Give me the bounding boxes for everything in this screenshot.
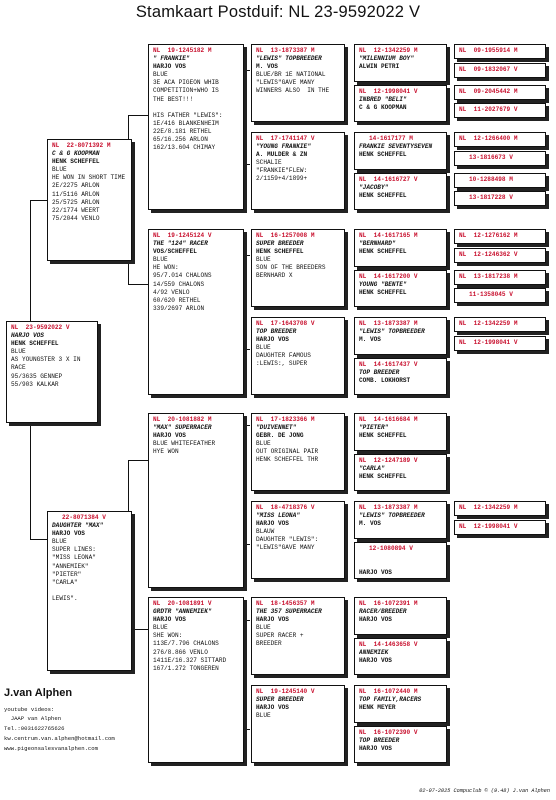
card-line: 65/16.256 ARLON (153, 136, 208, 144)
card-line: HENK MEYER (359, 704, 396, 712)
ring-number: NL 12-1998041 V (459, 339, 518, 346)
card-line: HARJO VOS (256, 520, 289, 528)
ring-number: NL 20-1081891 V (153, 600, 212, 607)
card-line: "MILENNIUM BOY" (359, 55, 414, 63)
card-line: HENK SCHEFFEL (359, 192, 407, 200)
card-line: HENK SCHEFFEL (256, 248, 304, 256)
card-line: DAUGHTER FAMOUS (256, 352, 311, 360)
pigeon-card-gen5-7[interactable] (354, 317, 447, 355)
card-line: BLUE (256, 440, 271, 448)
ring-number: NL 14-1616684 M (359, 416, 418, 423)
pigeon-card-mfm[interactable] (251, 501, 345, 579)
card-line: RACE (11, 364, 26, 372)
card-line: HE WON IN SHORT TIME (52, 174, 126, 182)
ring-number: NL 19-1245124 V (153, 232, 212, 239)
pigeon-card-gen6-6[interactable] (454, 151, 546, 166)
ring-number: 13-1816673 V (469, 154, 513, 161)
card-line: HYE WON (153, 448, 179, 456)
card-line: VOS/SCHEFFEL (153, 248, 197, 256)
ring-number: NL 14-1616727 V (359, 176, 418, 183)
card-line: TOP BREEDER (359, 369, 400, 377)
card-line: HARJO VOS (359, 569, 392, 577)
card-line: C & G KOOPMAN (359, 104, 407, 112)
card-line: 11/5116 ARLON (52, 190, 100, 198)
card-line: 162/13.604 CHIMAY (153, 144, 216, 152)
card-line (52, 587, 128, 595)
pigeon-card-gen5-9[interactable] (354, 413, 447, 451)
print-stamp: 02-07-2025 Compuclub © (9.48) J.van Alphen (419, 788, 550, 794)
pigeon-card-mm[interactable] (148, 597, 244, 763)
pigeon-card-ff[interactable] (148, 44, 244, 210)
card-line: :LEWIS:, SUPER (256, 360, 308, 368)
card-line: 75/2044 VENLO (52, 214, 100, 222)
pigeon-card-gen5-5[interactable] (354, 229, 447, 267)
card-line: TOP BREEDER (359, 737, 400, 745)
ring-number: NL 12-1998041 V (359, 88, 418, 95)
card-line: BLUE (256, 256, 271, 264)
card-line: THE 357 SUPERRACER (256, 608, 322, 616)
pigeon-card-mmf[interactable] (251, 597, 345, 675)
ring-number: NL 16-1072391 M (359, 600, 418, 607)
card-line: 339/2697 ARLON (153, 304, 205, 312)
card-line: BLAUW (256, 528, 275, 536)
ring-number: 11-1358045 V (469, 291, 513, 298)
ring-number: NL 09-1832067 V (459, 66, 518, 73)
pigeon-card-gen5-3[interactable] (354, 132, 447, 170)
pigeon-card-father[interactable] (47, 139, 132, 261)
footer-phone: Tel.:0031622765626 (4, 725, 65, 732)
card-line: DAUGHTER "MAX" (52, 522, 104, 530)
card-line: 2E/2275 ARLON (52, 182, 100, 190)
pigeon-card-gen6-3[interactable] (454, 85, 546, 100)
card-line: WINNERS ALSO IN THE (256, 87, 330, 95)
card-line: INBRED "BELI" (359, 96, 407, 104)
card-line: 22/1774 WEERT (52, 206, 100, 214)
ring-number: NL 09-2045442 M (459, 88, 518, 95)
card-line: BLUE (256, 712, 271, 720)
card-line: BLUE (153, 256, 168, 264)
ring-number: NL 12-1266400 M (459, 135, 518, 142)
pigeon-card-gen5-15[interactable] (354, 685, 447, 723)
card-line: BLUE/BR 1E NATIONAL (256, 71, 326, 79)
card-line: "MISS LEONA" (256, 512, 300, 520)
card-line: HE WON: (153, 264, 179, 272)
pigeon-card-mff[interactable] (251, 413, 345, 491)
card-line: THE BEST!!! (153, 95, 194, 103)
ring-number: NL 14-1617200 V (359, 273, 418, 280)
pigeon-card-gen5-16[interactable] (354, 726, 447, 763)
footer-website[interactable]: www.pigeonsalesvanalphen.com (4, 745, 98, 752)
ring-number: NL 16-1257008 M (256, 232, 315, 239)
card-line: BLUE (256, 624, 271, 632)
ring-number: 22-8071384 V (62, 514, 106, 521)
card-line: 3E ACA PIGEON WHIB (153, 79, 219, 87)
pigeon-card-gen6-8[interactable] (454, 191, 546, 206)
ring-number: NL 16-1072440 M (359, 688, 418, 695)
card-line: HENK SCHEFFEL (359, 289, 407, 297)
card-line: RACER/BREEDER (359, 608, 407, 616)
card-line: SUPER RACER + (256, 632, 304, 640)
card-line: AS YOUNGSTER 3 X IN (11, 356, 81, 364)
pigeon-card-fmf[interactable] (251, 229, 345, 307)
ring-number: NL 14-1617165 M (359, 232, 418, 239)
card-line: C & G KOOPMAN (52, 150, 100, 158)
card-line: BLUE (153, 71, 168, 79)
pigeon-card-gen5-8[interactable] (354, 358, 447, 395)
ring-number: NL 12-1998041 V (459, 523, 518, 530)
owner-name: J.van Alphen (4, 687, 73, 699)
card-line: BLUE (256, 344, 271, 352)
ring-number: NL 22-8071392 M (52, 142, 111, 149)
card-line: M. VOS (359, 336, 381, 344)
card-line: 95/3635 GENNEP (11, 372, 63, 380)
ring-number: NL 14-1463658 V (359, 641, 418, 648)
card-line (153, 104, 240, 112)
card-line: 276/8.866 VENLO (153, 648, 208, 656)
card-line: "LEWIS"GAVE MANY (256, 79, 315, 87)
card-line: HARJO VOS (52, 530, 85, 538)
pigeon-card-gen6-2[interactable] (454, 63, 546, 78)
card-line: "CARLA" (359, 465, 385, 473)
ring-number: 14-1617177 M (369, 135, 413, 142)
card-line: HARJO VOS (359, 657, 392, 665)
card-line: SUPER BREEDER (256, 240, 304, 248)
pigeon-card-mf[interactable] (148, 413, 244, 588)
card-line: LEWIS". (52, 594, 78, 602)
card-line: 25/5725 ARLON (52, 198, 100, 206)
footer-line: JAAP van Alphen (4, 715, 62, 722)
pigeon-card-mmm[interactable] (251, 685, 345, 763)
ring-number: NL 13-1873387 M (359, 504, 418, 511)
card-line: 4/92 VENLO (153, 288, 190, 296)
card-line: "LEWIS" TOPBREEDER (359, 328, 425, 336)
ring-number: NL 09-1955914 M (459, 47, 518, 54)
pigeon-card-gen6-13[interactable] (454, 317, 546, 332)
card-line: THE "124" RACER (153, 240, 208, 248)
card-line: FRANKIE SEVENTYSEVEN (359, 143, 433, 151)
card-line: "LEWIS" TOPBREEDER (256, 55, 322, 63)
pigeon-card-gen6-9[interactable] (454, 229, 546, 244)
card-line: TOP FAMILY,RACERS (359, 696, 422, 704)
card-line (359, 553, 443, 561)
card-line: BERNHARD X (256, 272, 293, 280)
card-line: HARJO VOS (256, 336, 289, 344)
card-line: HARJO VOS (153, 432, 186, 440)
pigeon-card-gen6-11[interactable] (454, 270, 546, 285)
ring-number: NL 13-1817238 M (459, 273, 518, 280)
card-line: COMB. LOKHORST (359, 377, 411, 385)
card-line: ALWIN PETRI (359, 63, 400, 71)
pigeon-card-gen6-7[interactable] (454, 173, 546, 188)
card-line: "YOUNG FRANKIE" (256, 143, 311, 151)
card-line: TOP BREEDER (256, 328, 297, 336)
card-line: GEBR. DE JONG (256, 432, 304, 440)
ring-number: NL 23-9592022 V (11, 324, 70, 331)
card-line: HENK SCHEFFEL (359, 432, 407, 440)
pigeon-card-gen6-10[interactable] (454, 248, 546, 263)
card-line: HARJO VOS (256, 616, 289, 624)
card-line: "PIETER" (52, 570, 82, 578)
card-line: DAUGHTER "LEWIS": (256, 536, 319, 544)
card-line: HARJO VOS (11, 332, 44, 340)
card-line: HARJO VOS (153, 616, 186, 624)
card-line (359, 561, 443, 569)
card-line: "FRANKIE"FLEW: (256, 167, 308, 175)
pigeon-card-gen6-15[interactable] (454, 501, 546, 516)
pigeon-card-ffm[interactable] (251, 132, 345, 210)
card-line: SHE WON: (153, 632, 183, 640)
card-line: 14/559 CHALONS (153, 280, 205, 288)
ring-number: NL 12-1247189 V (359, 457, 418, 464)
card-line: "MAX" SUPERRACER (153, 424, 212, 432)
card-line: "JACOBY" (359, 184, 389, 192)
ring-number: NL 12-1342259 M (459, 320, 518, 327)
footer-line: youtube videos: (4, 706, 55, 713)
card-line: 1E/416 BLANKENHEIM (153, 119, 219, 127)
card-line: 167/1.272 TONGEREN (153, 664, 219, 672)
ring-number: NL 13-1873387 M (359, 320, 418, 327)
ring-number: NL 16-1072390 V (359, 729, 418, 736)
pigeon-card-gen6-14[interactable] (454, 336, 546, 351)
card-line: A. MULDER & ZN (256, 151, 308, 159)
card-line: BLUE (52, 166, 67, 174)
card-line: "PIETER" (359, 424, 389, 432)
pigeon-card-gen6-12[interactable] (454, 288, 546, 303)
ring-number: NL 18-1456357 M (256, 600, 315, 607)
card-line: YOUNG "BENTE" (359, 281, 407, 289)
card-line: HENK SCHEFFEL (359, 473, 407, 481)
card-line: "MISS LEONA" (52, 554, 96, 562)
ring-number: NL 12-1276162 M (459, 232, 518, 239)
pigeon-card-gen5-10[interactable] (354, 454, 447, 491)
card-line: SCHALIE (256, 159, 282, 167)
card-line: OUT ORIGINAL PAIR (256, 448, 319, 456)
pigeon-card-fmm[interactable] (251, 317, 345, 395)
ring-number: NL 12-1342259 M (459, 504, 518, 511)
card-line: 95/7.014 CHALONS (153, 272, 212, 280)
card-line: HIS FATHER "LEWIS": (153, 111, 223, 119)
pigeon-card-gen5-2[interactable] (354, 85, 447, 122)
card-line: ANNEMIEK (359, 649, 389, 657)
pigeon-card-gen6-5[interactable] (454, 132, 546, 147)
ring-number: NL 17-1643708 V (256, 320, 315, 327)
card-line: M. VOS (359, 520, 381, 528)
pigeon-card-mother[interactable] (47, 511, 132, 671)
pigeon-card-gen5-13[interactable] (354, 597, 447, 635)
card-line: SON OF THE BREEDERS (256, 264, 326, 272)
ring-number: NL 12-1342259 M (359, 47, 418, 54)
ring-number: NL 19-1245140 V (256, 688, 315, 695)
card-line: HENK SCHEFFEL (52, 158, 100, 166)
card-line: BLUE (52, 538, 67, 546)
ring-number: NL 14-1617437 V (359, 361, 418, 368)
pigeon-card-gen5-12[interactable] (354, 542, 447, 579)
card-line: "CARLA" (52, 578, 78, 586)
card-line: BLUE (153, 624, 168, 632)
card-line: BLUE WHITEFEATHER (153, 440, 216, 448)
pigeon-card-gen5-1[interactable] (354, 44, 447, 82)
card-line: "BERNHARD" (359, 240, 396, 248)
pigeon-card-fff[interactable] (251, 44, 345, 122)
ring-number: NL 12-1246362 V (459, 251, 518, 258)
ring-number: 10-1288498 M (469, 176, 513, 183)
card-line: 113E/7.796 CHALONS (153, 640, 219, 648)
card-line: 55/903 KALKAR (11, 380, 59, 388)
card-line: 22E/8.181 RETHEL (153, 127, 212, 135)
ring-number: NL 19-1245182 M (153, 47, 212, 54)
card-line: HENK SCHEFFEL (359, 151, 407, 159)
pigeon-card-gen6-16[interactable] (454, 520, 546, 535)
card-line: HENK SCHEFFEL (11, 340, 59, 348)
card-line: SUPER BREEDER (256, 696, 304, 704)
card-line: BLUE (11, 348, 26, 356)
card-line: SUPER LINES: (52, 546, 96, 554)
ring-number: NL 17-1741147 V (256, 135, 315, 142)
page-title: Stamkaart Postduif: NL 23-9592022 V (135, 3, 421, 21)
pigeon-card-gen6-1[interactable] (454, 44, 546, 59)
ring-number: NL 20-1081882 M (153, 416, 212, 423)
ring-number: 12-1080894 V (369, 545, 413, 552)
card-line: 1411E/16.327 SITTARD (153, 656, 227, 664)
card-line: HENK SCHEFFEL THR (256, 456, 319, 464)
card-line: HARJO VOS (359, 616, 392, 624)
card-line: "DUIVENNET" (256, 424, 297, 432)
pigeon-card-gen5-4[interactable] (354, 173, 447, 210)
card-line: M. VOS (256, 63, 278, 71)
ring-number: NL 11-2027679 V (459, 106, 518, 113)
card-line: " FRANKIE" (153, 55, 190, 63)
card-line: COMPETITION+WHO IS (153, 87, 219, 95)
pigeon-card-subject[interactable] (6, 321, 98, 423)
card-line: BREEDER (256, 640, 282, 648)
card-line: "ANNEMIEK" (52, 562, 89, 570)
card-line: GRDTR "ANNEMIEK" (153, 608, 212, 616)
ring-number: 13-1817228 V (469, 194, 513, 201)
pigeon-card-gen6-4[interactable] (454, 103, 546, 118)
card-line: HARJO VOS (359, 745, 392, 753)
card-line: 60/620 RETHEL (153, 296, 201, 304)
ring-number: NL 18-4718376 V (256, 504, 315, 511)
card-line: "LEWIS" TOPBREEDER (359, 512, 425, 520)
card-line: HARJO VOS (256, 704, 289, 712)
card-line: "LEWIS"GAVE MANY (256, 544, 315, 552)
card-line: HARJO VOS (153, 63, 186, 71)
pigeon-card-gen5-6[interactable] (354, 270, 447, 307)
pigeon-card-fm[interactable] (148, 229, 244, 395)
card-line: 2/1159+4/1899+ (256, 175, 308, 183)
ring-number: NL 13-1873387 M (256, 47, 315, 54)
pigeon-card-gen5-14[interactable] (354, 638, 447, 675)
pigeon-card-gen5-11[interactable] (354, 501, 447, 539)
footer-email[interactable]: kw.centrum.van.alphen@hotmail.com (4, 735, 115, 742)
ring-number: NL 17-1823366 M (256, 416, 315, 423)
card-line: HENK SCHEFFEL (359, 248, 407, 256)
